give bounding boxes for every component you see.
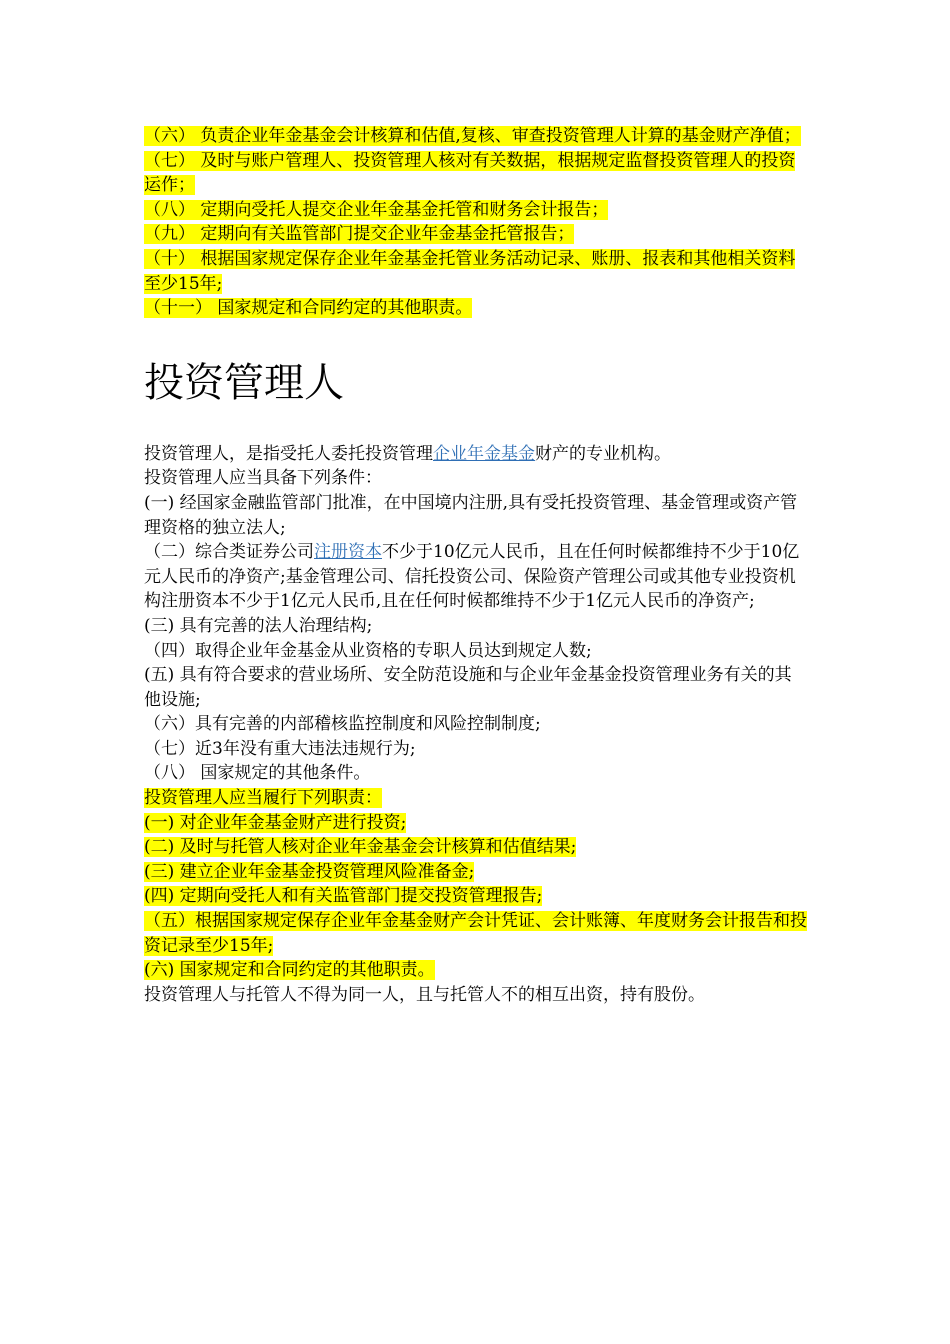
list-item: （五）根据国家规定保存企业年金基金财产会计凭证、会计账簿、年度财务会计报告和投资记录至少15年; [144, 911, 807, 956]
document-body [144, 124, 808, 1007]
list-item: (二) 及时与托管人核对企业年金基金会计核算和估值结果; [144, 837, 577, 858]
list-item: (六) 国家规定和合同约定的其他职责。 [144, 960, 435, 981]
list-item: （十一） 国家规定和合同约定的其他职责。 [144, 298, 473, 319]
list-item: (三) 具有完善的法人治理结构; [144, 615, 373, 636]
custodian-duties-list [144, 124, 808, 321]
list-item: （四）取得企业年金基金从业资格的专职人员达到规定人数; [144, 640, 592, 661]
registered-capital-link[interactable]: 注册资本 [314, 542, 382, 563]
section-heading: 投资管理人 [144, 359, 344, 406]
list-item: （二）综合类证券公司注册资本不少于10亿元人民币，且在任何时候都维持不少于10亿元人民币的净资产;基金管理公司、信托投资公司、保险资产管理公司或其他专业投资机构注册资本不少于1亿元人民币,且在任何时候都维持不少于1亿元人民币的净资产; [144, 542, 800, 612]
list-item: (四) 定期向受托人和有关监管部门提交投资管理报告; [144, 886, 543, 907]
list-item: (一) 经国家金融监管部门批准，在中国境内注册,具有受托投资管理、基金管理或资产管理资格的独立法人; [144, 492, 798, 538]
list-item: （八） 国家规定的其他条件。 [144, 763, 371, 784]
enterprise-annuity-fund-link[interactable]: 企业年金基金 [433, 443, 535, 464]
list-item: （七） 及时与账户管理人、投资管理人核对有关数据，根据规定监督投资管理人的投资运作； [144, 150, 796, 196]
list-item: （八） 定期向受托人提交企业年金基金托管和财务会计报告； [144, 199, 609, 220]
list-item: （六）具有完善的内部稽核监控制度和风险控制制度; [144, 714, 541, 735]
conditions-intro: 投资管理人应当具备下列条件： [144, 468, 382, 489]
duties-intro: 投资管理人应当履行下列职责： [144, 788, 382, 809]
list-item: (三) 建立企业年金基金投资管理风险准备金; [144, 861, 475, 882]
list-item: （九） 定期向有关监管部门提交企业年金基金托管报告； [144, 224, 575, 245]
definition-paragraph: 投资管理人，是指受托人委托投资管理企业年金基金财产的专业机构。 [144, 443, 671, 464]
list-item: (五) 具有符合要求的营业场所、安全防范设施和与企业年金基金投资管理业务有关的其他设施; [144, 665, 792, 710]
conditions-list [144, 491, 808, 786]
list-item: (一) 对企业年金基金财产进行投资; [144, 812, 407, 833]
list-item: （七）近3年没有重大违法违规行为; [144, 738, 416, 759]
list-item: （十） 根据国家规定保存企业年金基金托管业务活动记录、账册、报表和其他相关资料至少15年; [144, 248, 796, 294]
closing-paragraph: 投资管理人与托管人不得为同一人，且与托管人不的相互出资，持有股份。 [144, 984, 705, 1005]
manager-duties-list [144, 811, 808, 983]
list-item: （六） 负责企业年金基金会计核算和估值,复核、审查投资管理人计算的基金财产净值； [144, 126, 801, 146]
